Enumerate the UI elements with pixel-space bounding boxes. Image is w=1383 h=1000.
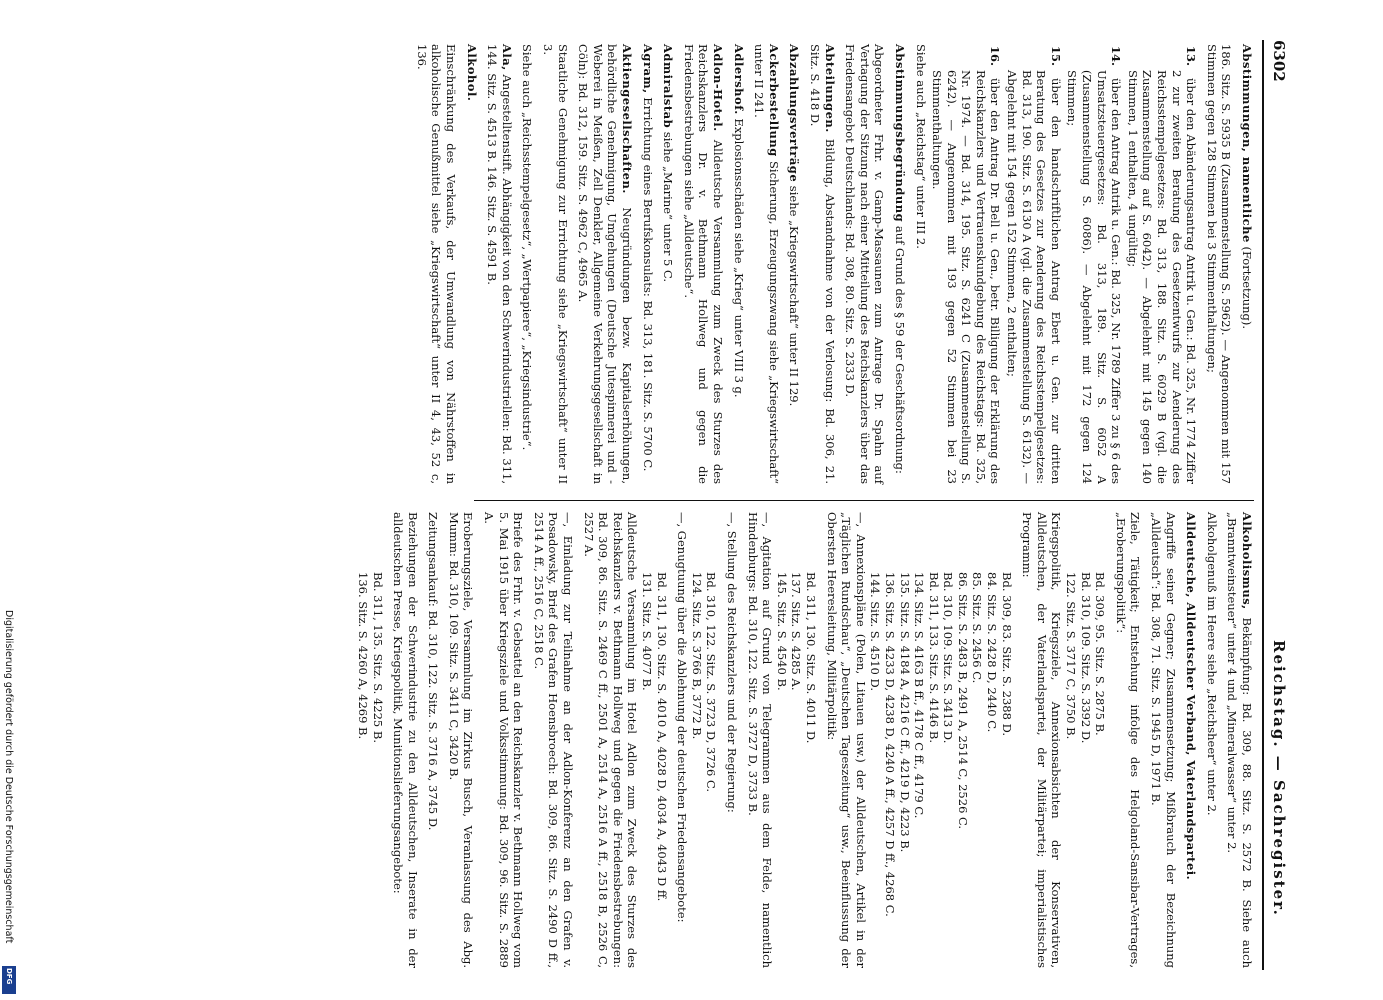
reference-line: 122. Sitz. S. 3717 C, 3750 B.: [1064, 572, 1079, 740]
entry-heading: Agram,: [640, 44, 655, 94]
entry-body: —, Einladung zur Teilnahme an der Adlon-Konferenz an den Grafen v. Posadowsky, Brief des Grafen Hoensbroech: Bd. 309, 86. Sitz. S. 2490 D ff., 2514 A ff., 2516 C, 2518 C.: [531, 512, 576, 968]
reference-line: 131. Sitz. S. 4077 B.: [640, 572, 655, 691]
numbered-entry: [930, 46, 1003, 484]
page-header: [1264, 40, 1292, 970]
left-column: [408, 44, 1254, 484]
entry-body: auf Grund des § 59 der Geschäftsordnung:: [892, 222, 907, 474]
entry-body: über den Antrag Antrik u. Gen.: Bd. 325, Nr. 1789 Ziffer 3 zu § 6 des Umsatzsteuergesetzes: Bd. 313, 189. Sitz. S. 6052 A (Zusammenstellung S. 6086). — Abgelehnt mit 172 gegen 124 Stimmen;: [1065, 70, 1124, 484]
entry-body: Bildung, Abstandnahme von der Verlosung: Bd. 306, 21. Sitz. S. 418 D.: [807, 44, 837, 484]
entry-body: Staatliche Genehmigung zur Errichtung siehe „Kriegswirtschaft“ unter II 3.: [541, 44, 570, 484]
column-divider: [474, 500, 1254, 501]
numbered-entry: [1005, 46, 1063, 484]
entry-body: Zeitungsankauf: Bd. 310, 122. Sitz. S. 3716 A, 3745 D.: [426, 512, 441, 831]
reference-line: 144. Sitz. S. 4510 D.: [868, 572, 883, 691]
entry-text: [1020, 512, 1064, 968]
entry-body: Angestelltenstift. Abhängigkeit von den Schwerindustriellen: Bd. 311, 144. Sitz. S. 4513 B. 146. Sitz. S. 4591 B.: [485, 44, 514, 484]
entry-heading: Alkoholismus,: [1240, 512, 1254, 610]
register-entry: [807, 44, 836, 484]
entry-number: 14.: [1109, 46, 1124, 67]
register-entry: [681, 44, 725, 484]
entry-heading: Abstimmungsbegründung: [892, 44, 907, 223]
entry-heading: Abstimmungen, namentliche: [1240, 44, 1254, 243]
entry-body: Briefe des Frhr. v. Gebsattel an den Reichskanzler v. Bethmann Hollweg vom 5. Mai 1915 über Kriegsziele und Volksstimmung: Bd. 309, 96. Sitz. S. 2889 A.: [482, 512, 526, 968]
entry-text: [824, 512, 868, 968]
reference-line: Bd. 311, 135. Sitz. S. 4225 B.: [370, 572, 385, 744]
entry-body: Siehe auch „Reichsstempelgesetz“, „Wertpapiere“, „Kriegsindustrie“.: [520, 44, 535, 451]
entry-text: [520, 44, 535, 484]
reference-line: 134. Sitz. S. 4163 B ff., 4178 C ff., 4179 C.: [912, 572, 927, 819]
entry-body: Alldeutsche Versammlung zum Zweck des Sturzes des Reichskanzlers Dr. v. Bethmann Hollweg und gegen die Friedensbestrebungen siehe „Alldeutsche“.: [681, 44, 725, 484]
register-entry: [464, 44, 479, 484]
reference-line: Bd. 310, 109. Sitz. S. 3392 D.: [1078, 572, 1093, 744]
entry-body: Angriffe seiner Gegner; Zusammensetzung; Mißbrauch der Bezeichnung „Alldeutsch“: Bd. 308, 71. Sitz. S. 1945 D, 1971 B.: [1149, 512, 1178, 968]
entry-body: Sicherung, Erzeugungszwang siehe „Kriegswirtschaft“ unter II 241.: [752, 44, 781, 484]
entry-body: über den Abänderungsantrag Antrik u. Gen.: Bd. 325, Nr. 1774 Ziffer 2 zur zweiten Beratung des Gesetzentwurfs zur Aenderung des Reichsstempelgesetzes: Bd. 313, 188. Sitz. S. 6029 B (vgl. die Zusammenstellung auf S. 6042). — Abgelehnt mit 145 gegen 140 Stimmen, 1 enthalten, 4 ungültig;: [1125, 70, 1199, 484]
entry-heading: Ackerbestellung: [766, 44, 781, 157]
entry-heading: Admiralstab: [661, 44, 676, 129]
running-title: Reichstag. — Sachregister.: [1270, 640, 1288, 917]
register-entry: [661, 44, 676, 484]
entry-text: [1113, 512, 1142, 968]
register-entry: [485, 44, 514, 484]
entry-heading: Alldeutsche, Alldeutscher Verband, Vaterlandspartei.: [1184, 512, 1199, 881]
entry-number: 16.: [988, 46, 1003, 67]
entry-text: [675, 512, 690, 968]
entry-heading: Adlershof.: [731, 44, 746, 115]
register-entry: [787, 44, 802, 484]
entry-body: Eroberungsziele, Versammlung im Zirkus Busch, Veranlassung des Abg. Mumm: Bd. 310, 109. Sitz. S. 3411 C, 3420 B.: [446, 512, 476, 968]
register-entry: [731, 44, 746, 484]
entry-text: [446, 512, 475, 968]
reference-line: 136. Sitz. S. 4260 A, 4269 B.: [355, 572, 370, 740]
reference-line: Bd. 310, 109. Sitz. S. 3413 D.: [941, 572, 956, 744]
reference-line: 145. Sitz. S. 4540 B.: [774, 572, 789, 691]
numbered-entry: [1125, 46, 1199, 484]
reference-line: Bd. 310, 122. Sitz. S. 3723 D, 3726 C.: [704, 572, 719, 792]
entry-body: Explosionsschäden siehe „Krieg“ unter VIII 3 g.: [731, 114, 746, 398]
register-entry: [752, 44, 781, 484]
entry-text: [482, 512, 526, 968]
entry-body: Alldeutsche Versammlung im Hotel Adlon zum Zweck des Sturzes des Reichskanzlers v. Bethmann Hollweg und gegen die Friedensbestrebungen: Bd. 309, 86. Sitz. S. 2469 C ff., 2501 A, 2514 A, 2516 A ff., 2518 B, 2526 C, 2527 A.: [581, 512, 640, 968]
entry-heading: Abzahlungsverträge: [787, 44, 802, 183]
entry-text: [913, 44, 928, 484]
entry-body: Abgeordneter Frhr. v. Gamp-Massaunen zum Antrage Dr. Spahn auf Vertagung der Sitzung nach einer Mitteilung des Reichskanzlers über das Friedensangebot Deutschlands: Bd. 308, 80. Sitz. S. 2333 D.: [843, 44, 887, 484]
entry-body: siehe „Marine“ unter 5 C.: [661, 128, 676, 283]
entry-body: —, Stellung des Reichskanzlers und der Regierung:: [725, 512, 739, 813]
entry-text: [1204, 44, 1233, 484]
reference-line: 135. Sitz. S. 4184 A, 4216 C ff., 4219 D, 4223 B.: [897, 572, 912, 853]
entry-body: siehe „Kriegswirtschaft“ unter II 129.: [787, 182, 802, 407]
reference-line: 136. Sitz. S. 4233 D, 4238 D, 4240 A ff., 4257 D ff., 4268 C.: [882, 572, 897, 917]
entry-heading: Aktiengesellschaften.: [620, 44, 635, 194]
entry-body: Neugründungen bezw. Kapitalserhöhungen, behördliche Genehmigung, Umgehungen (Deutsche Jutespinnerei und -Weberei in Meißen, Zell Denkler, Allgemeine Verkehrungsgesellschaft in Cöln): Bd. 312, 159. Sitz. S. 4962 C, 4965 A.: [576, 44, 635, 484]
reference-line: Bd. 309, 83. Sitz. S. 2388 D.: [999, 572, 1014, 737]
entry-body: Errichtung eines Berufskonsulats: Bd. 313, 181. Sitz. S. 5700 C.: [640, 93, 655, 472]
reference-line: 137. Sitz. S. 4285 A.: [789, 572, 804, 691]
page-number: 6302: [1270, 40, 1288, 82]
reference-line: Bd. 311, 133. Sitz. S. 4146 B.: [926, 572, 941, 744]
reference-line: Bd. 311, 130. Sitz. S. 4010 A, 4028 D, 4034 A, 4043 D ff.: [654, 572, 669, 902]
reference-line: 86. Sitz. S. 2483 B, 2491 A, 2514 C, 2526 C.: [955, 572, 970, 830]
entry-text: [391, 512, 420, 968]
entry-body: Beziehungen der Schwerindustrie zu den Alldeutschen, Inserate in der alldeutschen Presse, Kriegspolitik, Munitionslieferungsangebote:: [391, 512, 420, 968]
entry-body: 186. Sitz. S. 5935 B (Zusammenstellung S. 5962). — Angenommen mit 157 Stimmen gegen 128 Stimmen bei 3 Stimmenthaltungen;: [1204, 44, 1234, 484]
reference-line: 84. Sitz. S. 2428 D, 2440 C.: [985, 572, 1000, 733]
entry-text: [745, 512, 774, 968]
register-entry: [640, 44, 655, 484]
entry-heading: Abteilungen.: [822, 44, 837, 133]
reference-line: 85. Sitz. S. 2456 C.: [970, 572, 985, 684]
entry-number: 13.: [1184, 46, 1199, 67]
entry-body: Alkoholgenuß im Heere siehe „Reichsheer“ unter 2.: [1204, 512, 1219, 816]
entry-text: [724, 512, 739, 968]
entry-body: Einschränkung des Verkaufs, der Umwandlung von Nährstoffen in alkoholische Genußmittel siehe „Kriegswirtschaft“ unter II 4, 43, 52 c, 136.: [414, 44, 459, 484]
entry-heading: Adlon-Hotel.: [711, 44, 725, 132]
entry-body: Bekämpfung: Bd. 309, 88. Sitz. S. 2572 B. Siehe auch „Branntweinsteuer“ unter 4 und „Mineralwasser“ unter 2.: [1225, 512, 1254, 968]
entry-text: [414, 44, 458, 484]
register-entry: [576, 44, 634, 484]
entry-text: [843, 44, 887, 484]
entry-body: —, Agitation auf Grund von Telegrammen aus dem Felde, namentlich Hindenburgs: Bd. 310, 122. Sitz. S. 3727 D, 3733 B.: [745, 512, 775, 968]
entry-heading: Ala,: [499, 44, 514, 71]
entry-body: (Fortsetzung).: [1240, 242, 1254, 330]
register-entry: [1225, 512, 1254, 968]
register-entry: [1184, 512, 1199, 968]
register-entry: [892, 44, 907, 484]
dfg-logo: DFG: [2, 966, 16, 994]
entry-body: Kriegspolitik, Kriegsziele, Annexionsabsichten der Konservativen, Alldeutschen, der Vaterlandspartei, der Militärpartei; imperialistisches Programm:: [1020, 512, 1064, 968]
entry-number: 15.: [1048, 46, 1063, 67]
reference-line: Bd. 309, 95. Sitz. S. 2875 B.: [1093, 572, 1108, 736]
digitization-credit: Digitalisierung gefördert durch die Deutsche Forschungsgemeinschaft: [3, 610, 14, 944]
right-column: [355, 512, 1254, 968]
register-entry: [1239, 44, 1254, 484]
reference-line: 124. Sitz. S. 3766 B, 3772 B.: [689, 572, 704, 740]
entry-text: [531, 512, 575, 968]
entry-heading: Alkohol.: [464, 44, 479, 102]
numbered-entry: [1065, 46, 1124, 484]
entry-text: [1148, 512, 1177, 968]
entry-body: Ziele, Tätigkeit; Entstehung infolge des Helgoland-Sansibar-Vertrages, „Eroberungspolitik“:: [1113, 512, 1143, 968]
entry-text: [1204, 512, 1219, 968]
entry-text: [426, 512, 441, 968]
reference-line: Bd. 311, 130. Sitz. S. 4011 D.: [803, 572, 818, 744]
entry-body: über den Antrag Dr. Bell u. Gen., betr. Billigung der Erklärung des Reichskanzlers und Vertrauenskundgebung des Reichstags: Bd. 325, Nr. 1974. — Bd. 314, 195. Sitz. S. 6241 C (Zusammenstellung S. 6242). — Angenommen mit 193 gegen 52 Stimmen bei 23 Stimmenthaltungen.: [930, 70, 1003, 484]
entry-body: —, Annexionspläne (Polen, Litauen usw.) der Alldeutschen, Artikel in der „Täglichen Rundschau“, „Deutschen Tageszeitung“ usw., Beeinflussung der Obersten Heeresleitung, Militärpolitik:: [824, 512, 868, 968]
entry-text: [540, 44, 569, 484]
entry-body: über den handschriftlichen Antrag Ebert u. Gen. zur dritten Beratung des Gesetzes zur Aenderung des Reichsstempelgesetzes: Bd. 313, 190. Sitz. S. 6130 A (vgl. die Zusammenstellung S. 6132). — Abgelehnt mit 154 gegen 152 Stimmen, 2 enthalten;: [1005, 70, 1063, 484]
header-rule: [1262, 40, 1264, 970]
entry-text: [581, 512, 639, 968]
entry-body: —, Genugtuung über die Ablehnung der deutschen Friedensangebote:: [675, 512, 690, 923]
entry-body: Siehe auch „Reichstag“ unter III 2.: [913, 44, 928, 249]
